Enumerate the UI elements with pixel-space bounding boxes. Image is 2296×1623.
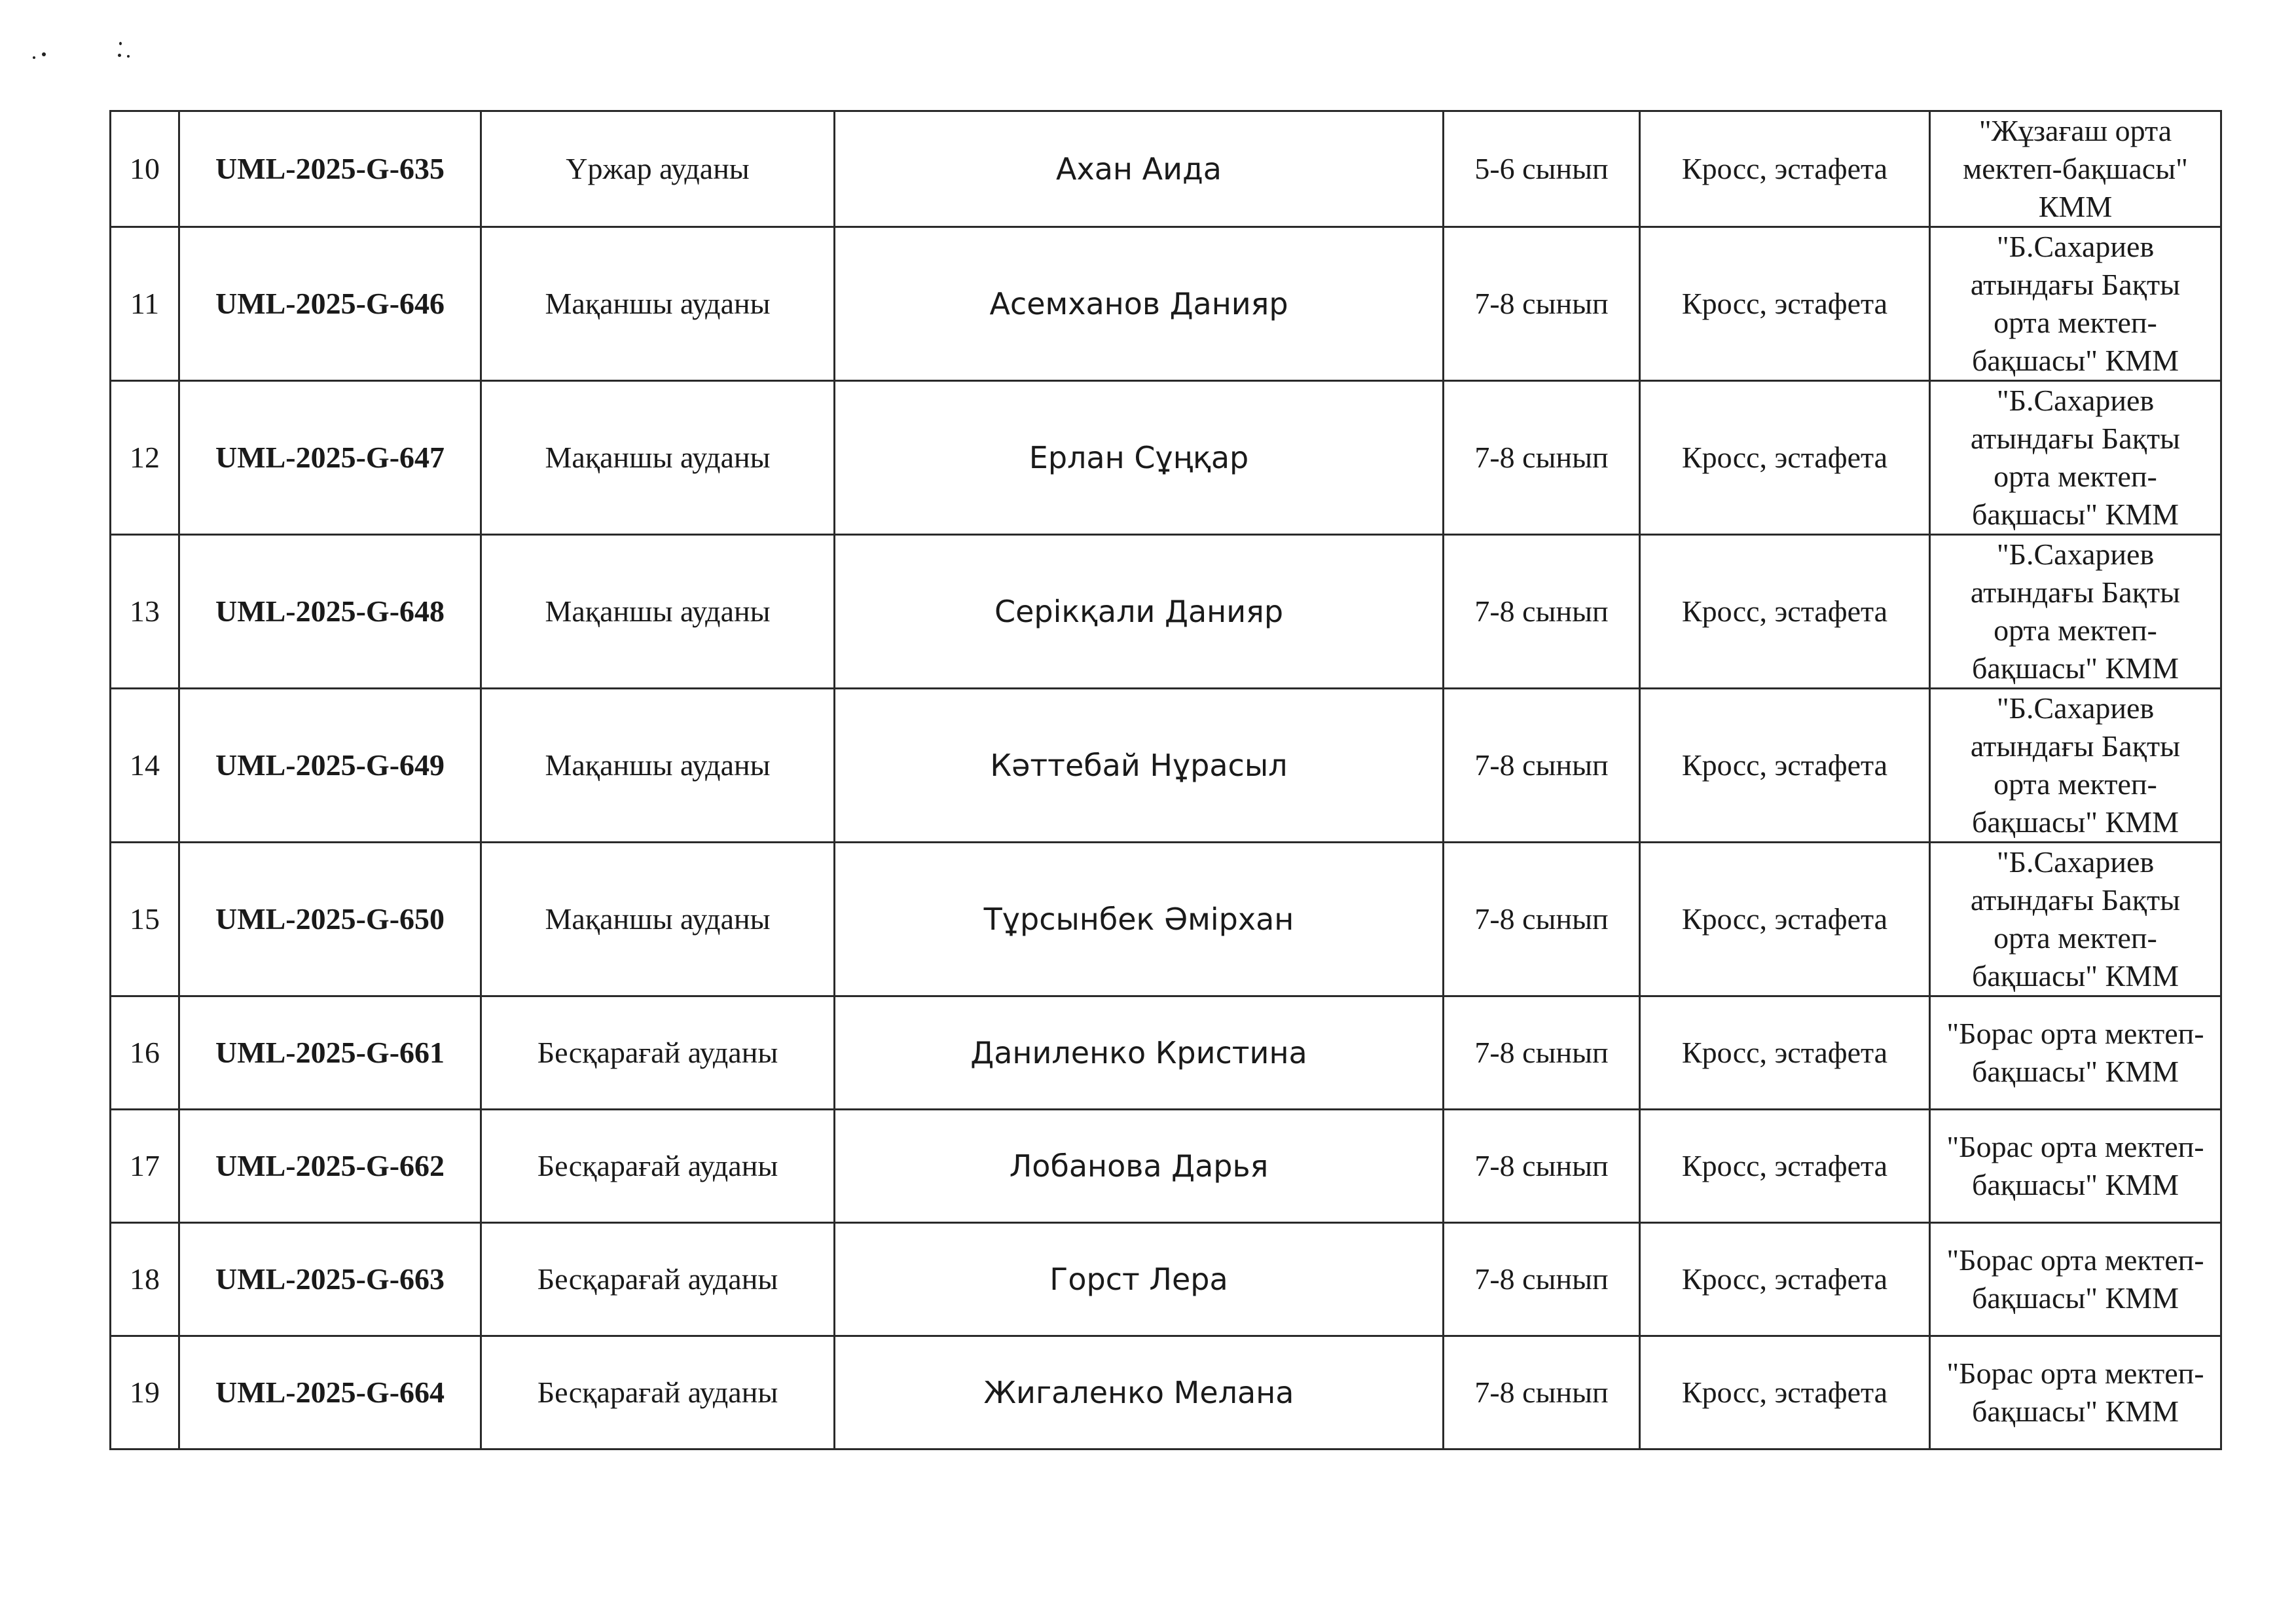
event-cell: Кросс, эстафета (1640, 227, 1930, 381)
row-number-cell: 19 (111, 1336, 179, 1450)
table-body (111, 111, 2221, 1450)
school-cell: "Борас орта мектеп-бақшасы" КММ (1930, 1110, 2221, 1223)
district-cell: Бесқарағай ауданы (481, 1336, 835, 1450)
participant-name-cell: Даниленко Кристина (835, 996, 1444, 1110)
district-cell: Бесқарағай ауданы (481, 1223, 835, 1336)
row-number-cell: 14 (111, 689, 179, 843)
registration-code-cell: UML-2025-G-648 (179, 535, 481, 689)
table-row (111, 1110, 2221, 1223)
registration-code-cell: UML-2025-G-663 (179, 1223, 481, 1336)
school-cell: "Б.Сахариев атындағы Бақты орта мектеп-бақшасы" КММ (1930, 381, 2221, 535)
event-cell: Кросс, эстафета (1640, 381, 1930, 535)
table-row (111, 535, 2221, 689)
table-row (111, 111, 2221, 227)
row-number-cell: 17 (111, 1110, 179, 1223)
district-cell: Мақаншы ауданы (481, 227, 835, 381)
grade-cell: 7-8 сынып (1444, 689, 1640, 843)
school-cell: "Жұзағаш орта мектеп-бақшасы" КММ (1930, 111, 2221, 227)
table-row (111, 227, 2221, 381)
participants-table (109, 110, 2222, 1450)
registration-code-cell: UML-2025-G-649 (179, 689, 481, 843)
school-cell: "Б.Сахариев атындағы Бақты орта мектеп-бақшасы" КММ (1930, 227, 2221, 381)
grade-cell: 7-8 сынып (1444, 843, 1640, 996)
table-row (111, 689, 2221, 843)
grade-cell: 7-8 сынып (1444, 227, 1640, 381)
row-number-cell: 18 (111, 1223, 179, 1336)
district-cell: Бесқарағай ауданы (481, 996, 835, 1110)
school-cell: "Борас орта мектеп-бақшасы" КММ (1930, 996, 2221, 1110)
participant-name-cell: Лобанова Дарья (835, 1110, 1444, 1223)
grade-cell: 7-8 сынып (1444, 535, 1640, 689)
scan-artifact-dots (20, 39, 151, 65)
row-number-cell: 10 (111, 111, 179, 227)
district-cell: Мақаншы ауданы (481, 843, 835, 996)
event-cell: Кросс, эстафета (1640, 1336, 1930, 1450)
district-cell: Үржар ауданы (481, 111, 835, 227)
row-number-cell: 11 (111, 227, 179, 381)
table-row (111, 1336, 2221, 1450)
registration-code-cell: UML-2025-G-661 (179, 996, 481, 1110)
school-cell: "Б.Сахариев атындағы Бақты орта мектеп-бақшасы" КММ (1930, 535, 2221, 689)
participant-name-cell: Ахан Аида (835, 111, 1444, 227)
event-cell: Кросс, эстафета (1640, 996, 1930, 1110)
registration-code-cell: UML-2025-G-664 (179, 1336, 481, 1450)
participant-name-cell: Асемханов Данияр (835, 227, 1444, 381)
registration-code-cell: UML-2025-G-646 (179, 227, 481, 381)
event-cell: Кросс, эстафета (1640, 689, 1930, 843)
school-cell: "Б.Сахариев атындағы Бақты орта мектеп-бақшасы" КММ (1930, 689, 2221, 843)
table-row (111, 996, 2221, 1110)
table-row (111, 381, 2221, 535)
table-row (111, 1223, 2221, 1336)
row-number-cell: 15 (111, 843, 179, 996)
participant-name-cell: Жигаленко Мелана (835, 1336, 1444, 1450)
event-cell: Кросс, эстафета (1640, 843, 1930, 996)
row-number-cell: 13 (111, 535, 179, 689)
event-cell: Кросс, эстафета (1640, 1223, 1930, 1336)
registration-code-cell: UML-2025-G-635 (179, 111, 481, 227)
participant-name-cell: Горст Лера (835, 1223, 1444, 1336)
district-cell: Мақаншы ауданы (481, 689, 835, 843)
registration-code-cell: UML-2025-G-650 (179, 843, 481, 996)
district-cell: Мақаншы ауданы (481, 535, 835, 689)
table-row (111, 843, 2221, 996)
school-cell: "Б.Сахариев атындағы Бақты орта мектеп-бақшасы" КММ (1930, 843, 2221, 996)
event-cell: Кросс, эстафета (1640, 535, 1930, 689)
row-number-cell: 12 (111, 381, 179, 535)
grade-cell: 7-8 сынып (1444, 1110, 1640, 1223)
grade-cell: 7-8 сынып (1444, 1223, 1640, 1336)
participant-name-cell: Серікқали Данияр (835, 535, 1444, 689)
row-number-cell: 16 (111, 996, 179, 1110)
registration-code-cell: UML-2025-G-662 (179, 1110, 481, 1223)
school-cell: "Борас орта мектеп-бақшасы" КММ (1930, 1223, 2221, 1336)
school-cell: "Борас орта мектеп-бақшасы" КММ (1930, 1336, 2221, 1450)
participant-name-cell: Ерлан Сұңқар (835, 381, 1444, 535)
event-cell: Кросс, эстафета (1640, 111, 1930, 227)
grade-cell: 5-6 сынып (1444, 111, 1640, 227)
district-cell: Мақаншы ауданы (481, 381, 835, 535)
district-cell: Бесқарағай ауданы (481, 1110, 835, 1223)
grade-cell: 7-8 сынып (1444, 381, 1640, 535)
participant-name-cell: Кәттебай Нұрасыл (835, 689, 1444, 843)
grade-cell: 7-8 сынып (1444, 1336, 1640, 1450)
participant-name-cell: Тұрсынбек Әмірхан (835, 843, 1444, 996)
event-cell: Кросс, эстафета (1640, 1110, 1930, 1223)
grade-cell: 7-8 сынып (1444, 996, 1640, 1110)
registration-code-cell: UML-2025-G-647 (179, 381, 481, 535)
